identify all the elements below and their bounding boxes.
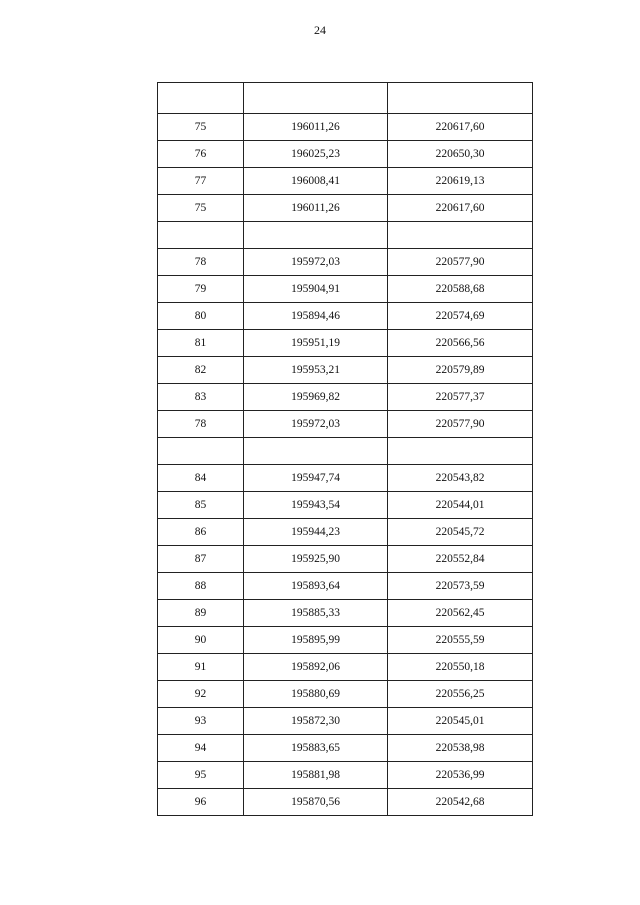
- y-coordinate-cell: 220650,30: [388, 141, 533, 168]
- table-row: [158, 276, 533, 303]
- table-row: [158, 654, 533, 681]
- table-row: [158, 708, 533, 735]
- x-coordinate-cell: 195904,91: [244, 276, 388, 303]
- x-coordinate-cell: 195943,54: [244, 492, 388, 519]
- table-row: [158, 573, 533, 600]
- x-coordinate-cell: 196025,23: [244, 141, 388, 168]
- table-row: [158, 519, 533, 546]
- x-coordinate-cell: 195880,69: [244, 681, 388, 708]
- point-number-cell: 81: [158, 330, 244, 357]
- table-row: [158, 168, 533, 195]
- x-coordinate-cell: 195895,99: [244, 627, 388, 654]
- table-row: [158, 465, 533, 492]
- point-number-cell: 75: [158, 195, 244, 222]
- y-coordinate-cell: [388, 222, 533, 249]
- y-coordinate-cell: 220619,13: [388, 168, 533, 195]
- x-coordinate-cell: 196008,41: [244, 168, 388, 195]
- point-number-cell: 82: [158, 357, 244, 384]
- table-row: [158, 141, 533, 168]
- point-number-cell: 79: [158, 276, 244, 303]
- header-cell-point: [158, 83, 244, 114]
- x-coordinate-cell: 195894,46: [244, 303, 388, 330]
- x-coordinate-cell: 195972,03: [244, 249, 388, 276]
- point-number-cell: 96: [158, 789, 244, 816]
- y-coordinate-cell: 220588,68: [388, 276, 533, 303]
- point-number-cell: 87: [158, 546, 244, 573]
- page-number: 24: [314, 23, 326, 37]
- y-coordinate-cell: 220555,59: [388, 627, 533, 654]
- y-coordinate-cell: 220536,99: [388, 762, 533, 789]
- x-coordinate-cell: 195951,19: [244, 330, 388, 357]
- point-number-cell: 83: [158, 384, 244, 411]
- x-coordinate-cell: 195872,30: [244, 708, 388, 735]
- table-row: [158, 627, 533, 654]
- table-row: [158, 735, 533, 762]
- point-number-cell: 78: [158, 249, 244, 276]
- point-number-cell: [158, 222, 244, 249]
- table-row: [158, 357, 533, 384]
- table-header-row: [158, 83, 533, 114]
- y-coordinate-cell: 220573,59: [388, 573, 533, 600]
- table-row-separator: [158, 438, 533, 465]
- table-row: [158, 195, 533, 222]
- table-body: [158, 83, 533, 816]
- table-row: [158, 546, 533, 573]
- y-coordinate-cell: 220556,25: [388, 681, 533, 708]
- point-number-cell: 80: [158, 303, 244, 330]
- x-coordinate-cell: 195892,06: [244, 654, 388, 681]
- point-number-cell: 93: [158, 708, 244, 735]
- y-coordinate-cell: 220552,84: [388, 546, 533, 573]
- point-number-cell: 84: [158, 465, 244, 492]
- point-number-cell: 75: [158, 114, 244, 141]
- point-number-cell: 86: [158, 519, 244, 546]
- y-coordinate-cell: 220542,68: [388, 789, 533, 816]
- point-number-cell: 91: [158, 654, 244, 681]
- x-coordinate-cell: 195881,98: [244, 762, 388, 789]
- table-row: [158, 384, 533, 411]
- y-coordinate-cell: 220545,72: [388, 519, 533, 546]
- header-cell-y: [388, 83, 533, 114]
- table-row: [158, 114, 533, 141]
- y-coordinate-cell: 220617,60: [388, 195, 533, 222]
- header-cell-x: [244, 83, 388, 114]
- y-coordinate-cell: 220574,69: [388, 303, 533, 330]
- y-coordinate-cell: 220617,60: [388, 114, 533, 141]
- y-coordinate-cell: 220577,90: [388, 249, 533, 276]
- x-coordinate-cell: 195885,33: [244, 600, 388, 627]
- y-coordinate-cell: 220577,90: [388, 411, 533, 438]
- table-row: [158, 762, 533, 789]
- point-number-cell: 92: [158, 681, 244, 708]
- point-number-cell: 77: [158, 168, 244, 195]
- x-coordinate-cell: 195953,21: [244, 357, 388, 384]
- x-coordinate-cell: 195883,65: [244, 735, 388, 762]
- y-coordinate-cell: 220566,56: [388, 330, 533, 357]
- table-row: [158, 681, 533, 708]
- y-coordinate-cell: 220543,82: [388, 465, 533, 492]
- point-number-cell: 89: [158, 600, 244, 627]
- point-number-cell: 94: [158, 735, 244, 762]
- table-row: [158, 411, 533, 438]
- x-coordinate-cell: 195870,56: [244, 789, 388, 816]
- x-coordinate-cell: [244, 438, 388, 465]
- x-coordinate-cell: 195969,82: [244, 384, 388, 411]
- y-coordinate-cell: 220538,98: [388, 735, 533, 762]
- x-coordinate-cell: 195947,74: [244, 465, 388, 492]
- y-coordinate-cell: 220579,89: [388, 357, 533, 384]
- y-coordinate-cell: [388, 438, 533, 465]
- table-row: [158, 492, 533, 519]
- point-number-cell: 76: [158, 141, 244, 168]
- x-coordinate-cell: 195925,90: [244, 546, 388, 573]
- table-row: [158, 249, 533, 276]
- x-coordinate-cell: 195944,23: [244, 519, 388, 546]
- x-coordinate-cell: 195893,64: [244, 573, 388, 600]
- y-coordinate-cell: 220544,01: [388, 492, 533, 519]
- point-number-cell: 90: [158, 627, 244, 654]
- y-coordinate-cell: 220550,18: [388, 654, 533, 681]
- x-coordinate-cell: [244, 222, 388, 249]
- point-number-cell: 88: [158, 573, 244, 600]
- y-coordinate-cell: 220545,01: [388, 708, 533, 735]
- point-number-cell: 95: [158, 762, 244, 789]
- x-coordinate-cell: 196011,26: [244, 114, 388, 141]
- table-row: [158, 303, 533, 330]
- y-coordinate-cell: 220562,45: [388, 600, 533, 627]
- x-coordinate-cell: 195972,03: [244, 411, 388, 438]
- point-number-cell: 85: [158, 492, 244, 519]
- point-number-cell: [158, 438, 244, 465]
- table-row: [158, 789, 533, 816]
- table-row: [158, 330, 533, 357]
- point-number-cell: 78: [158, 411, 244, 438]
- y-coordinate-cell: 220577,37: [388, 384, 533, 411]
- table-row-separator: [158, 222, 533, 249]
- coordinates-table: [157, 82, 533, 816]
- table-row: [158, 600, 533, 627]
- x-coordinate-cell: 196011,26: [244, 195, 388, 222]
